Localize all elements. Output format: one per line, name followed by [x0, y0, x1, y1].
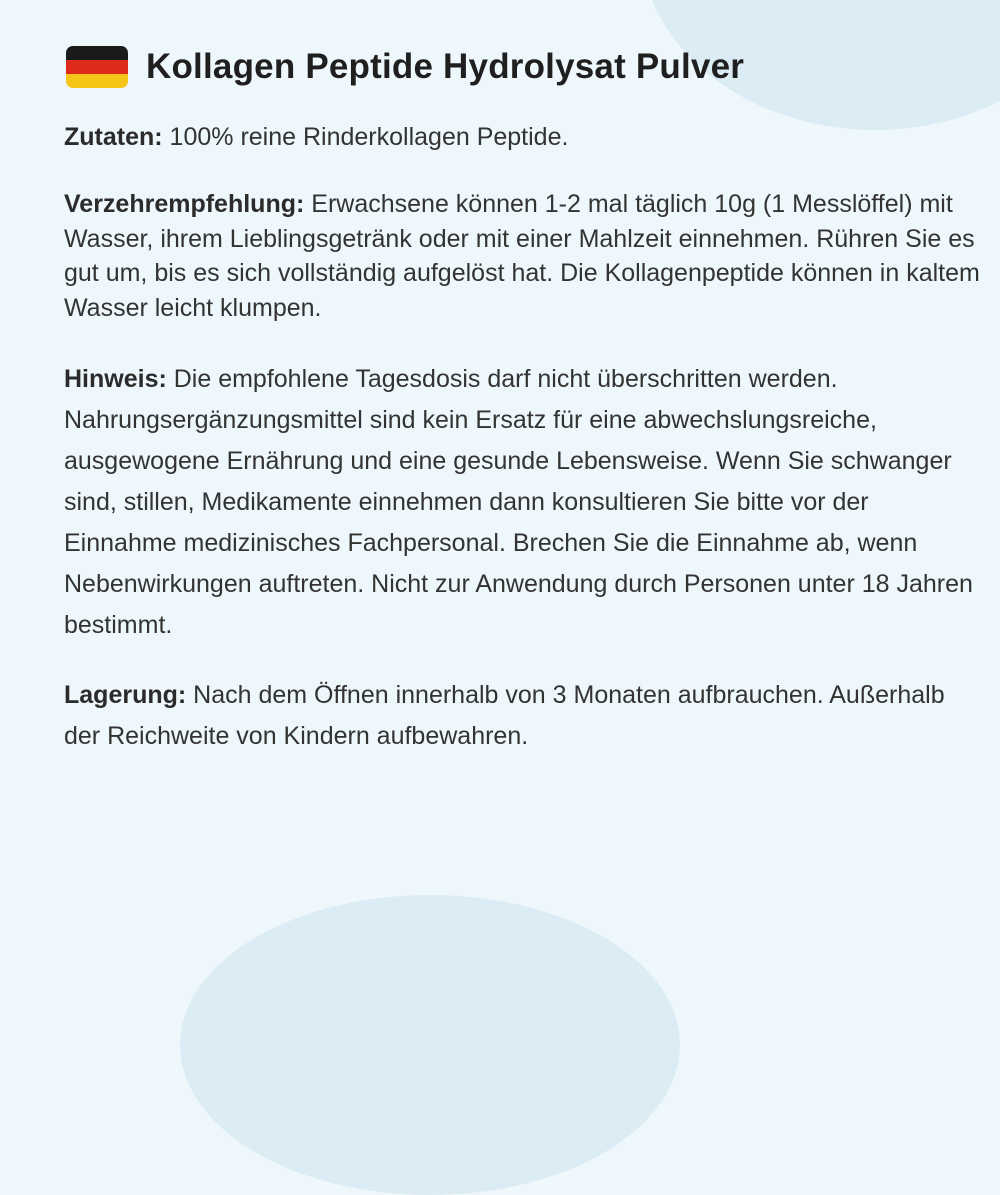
- ingredients-section: [64, 119, 984, 155]
- germany-flag-icon: [66, 46, 128, 88]
- page-header: [66, 44, 744, 90]
- storage-label: Lagerung:: [64, 681, 187, 709]
- storage-section: [64, 675, 984, 757]
- notice-text: Die empfohlene Tagesdosis darf nicht überschritten werden. Nahrungsergänzungsmittel sind kein Ersatz für eine abwechslungsreiche, ausgewogene Ernährung und eine gesunde Lebensweise. Wenn Sie schwanger sind, stillen, Medikamente einnehmen dann konsultieren Sie bitte vor der Einnahme medizinisches Fachpersonal. Brechen Sie die Einnahme ab, wenn Nebenwirkungen auftreten. Nicht zur Anwendung durch Personen unter 18 Jahren bestimmt.: [64, 365, 973, 639]
- page-title: Kollagen Peptide Hydrolysat Pulver: [146, 47, 745, 86]
- ingredients-label: Zutaten:: [64, 123, 163, 151]
- background-decor-circle-bottom: [180, 895, 680, 1195]
- dosage-section: [64, 187, 984, 325]
- notice-label: Hinweis:: [64, 365, 167, 393]
- dosage-text: Erwachsene können 1-2 mal täglich 10g (1 Messlöffel) mit Wasser, ihrem Lieblingsgetränk oder mit einer Mahlzeit einnehmen. Rühren Sie es gut um, bis es sich vollständig aufgelöst hat. Die Kollagenpeptide können in kaltem Wasser leicht klumpen.: [64, 190, 980, 322]
- notice-section: [64, 359, 984, 646]
- flag-stripe-black: [66, 46, 128, 60]
- dosage-label: Verzehrempfehlung:: [64, 190, 305, 218]
- flag-stripe-gold: [66, 74, 128, 88]
- product-info: [64, 119, 984, 757]
- storage-text: Nach dem Öffnen innerhalb von 3 Monaten aufbrauchen. Außerhalb der Reichweite von Kindern aufbewahren.: [64, 681, 945, 750]
- ingredients-text: 100% reine Rinderkollagen Peptide.: [162, 123, 569, 151]
- flag-stripe-red: [66, 60, 128, 74]
